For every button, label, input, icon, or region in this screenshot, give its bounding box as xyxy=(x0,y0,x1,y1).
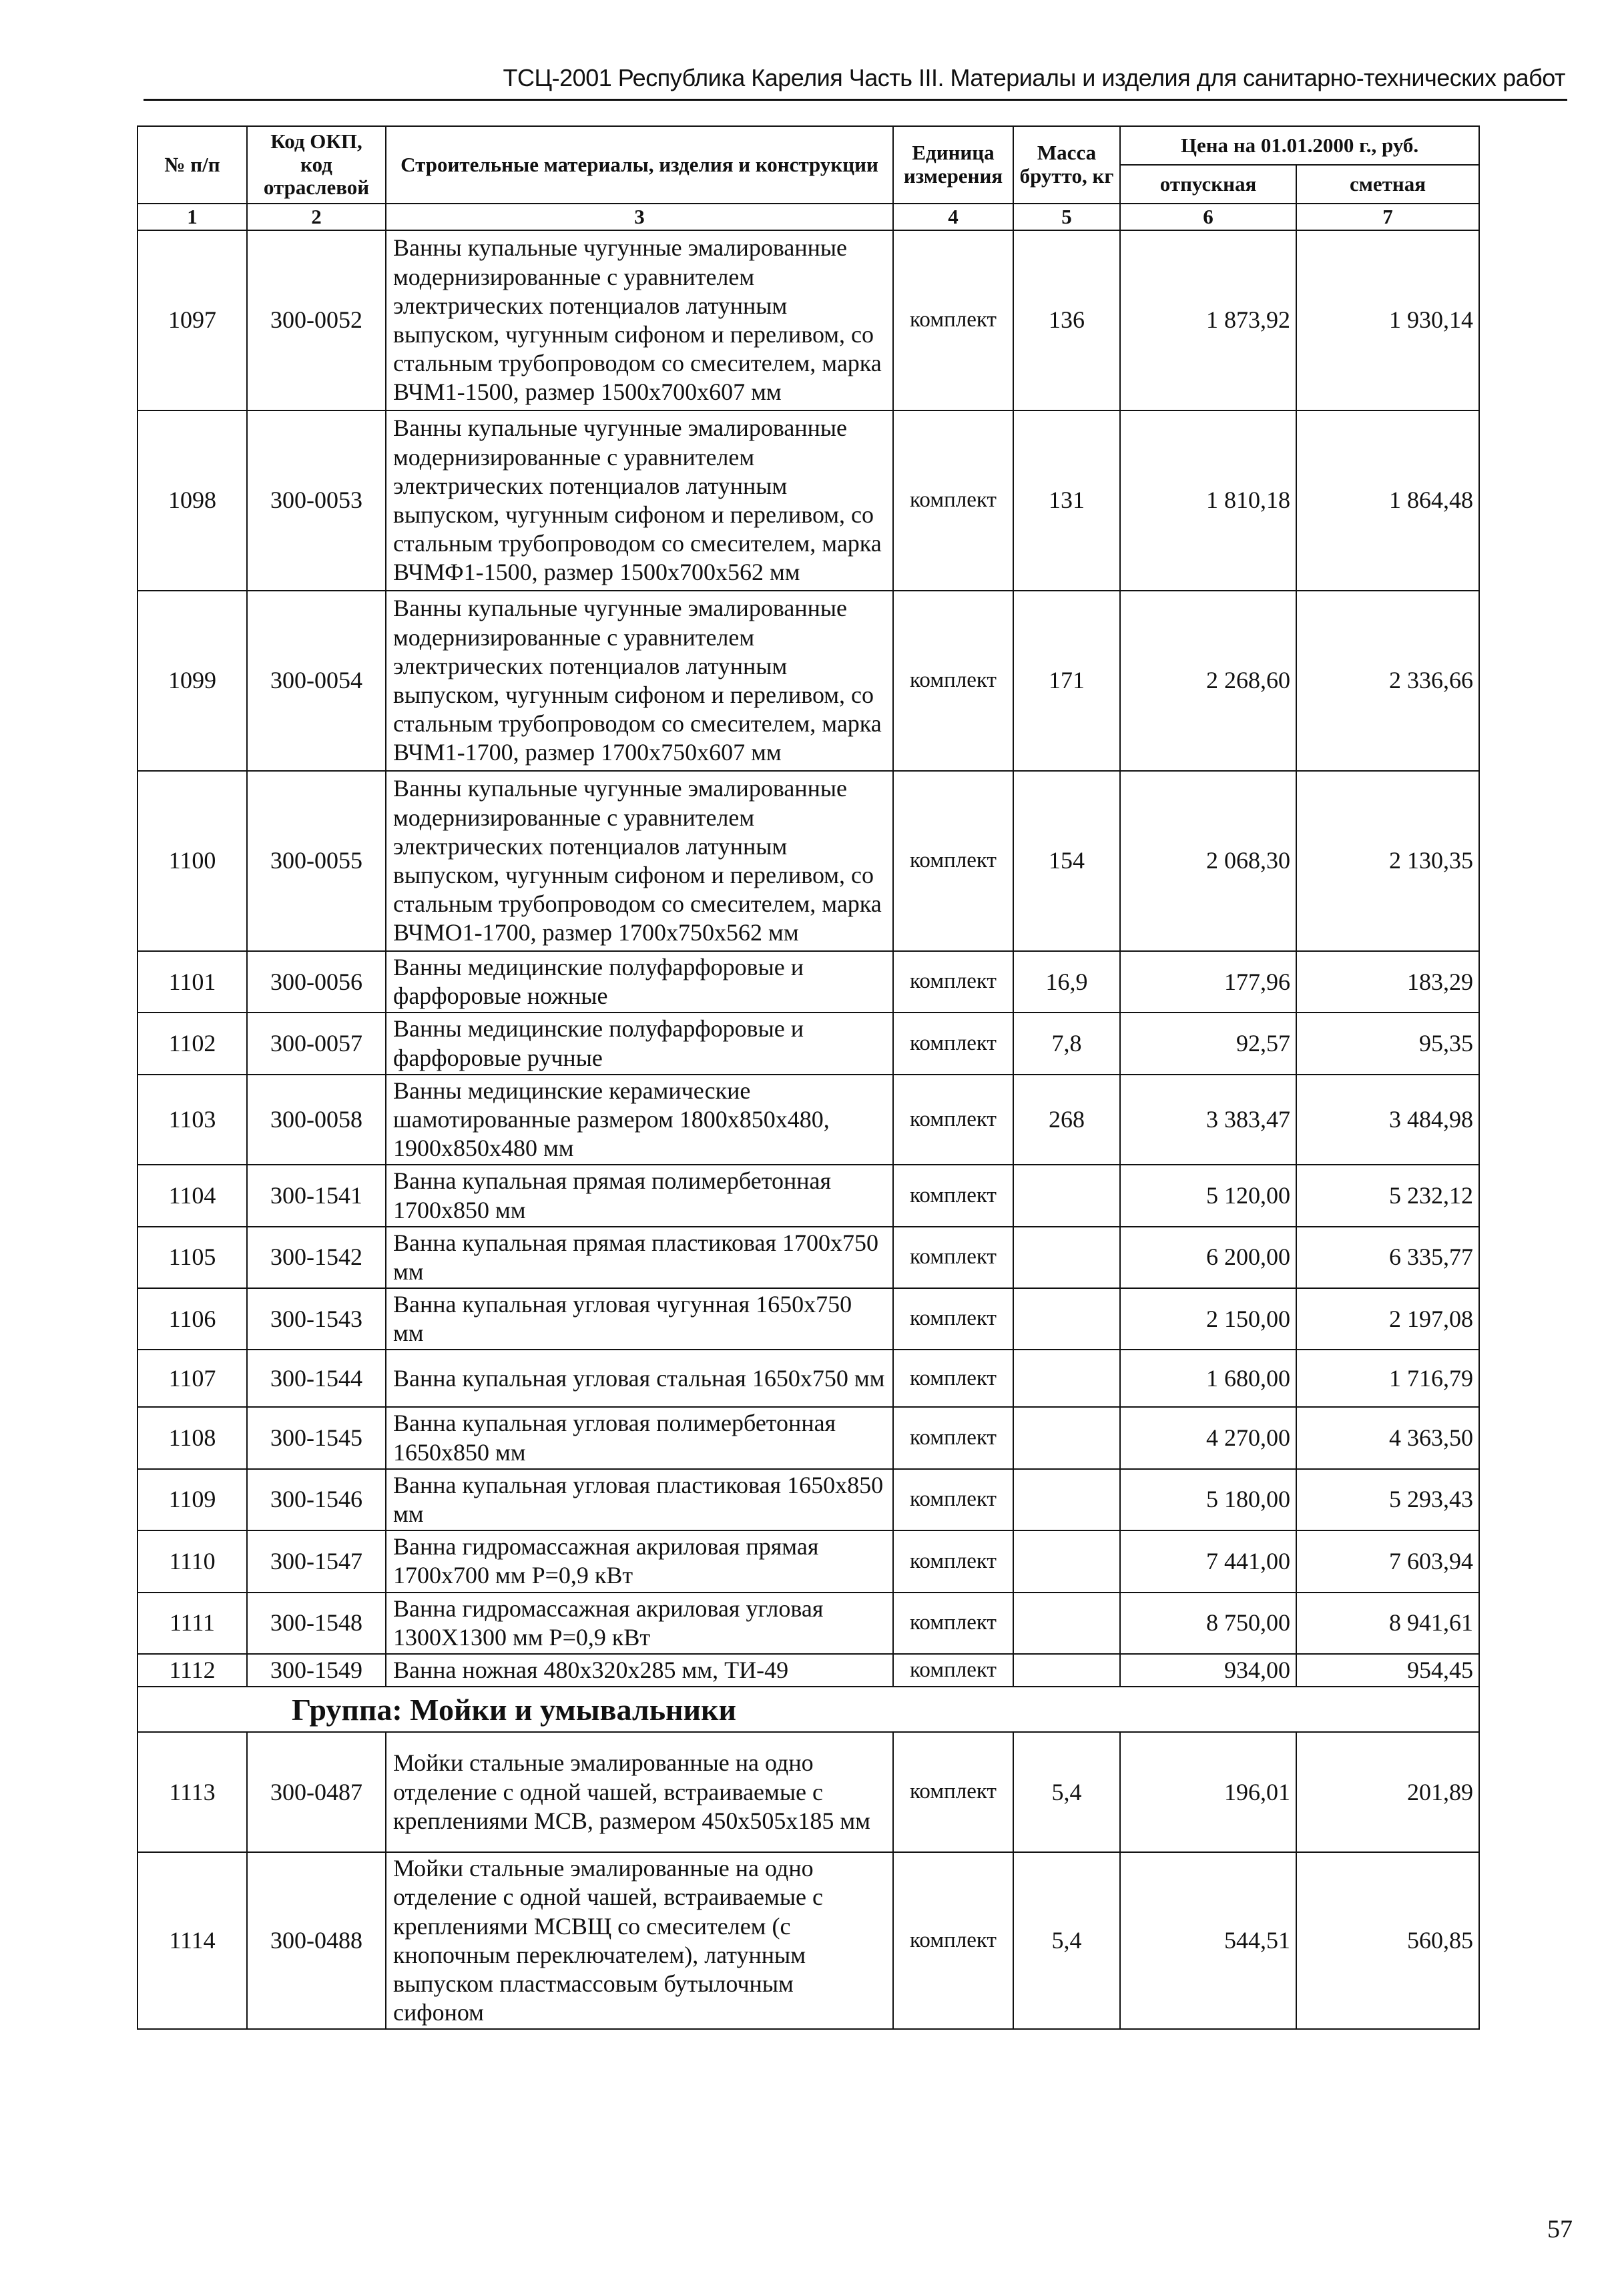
gross-mass xyxy=(1013,1654,1120,1687)
estimate-price: 2 130,35 xyxy=(1296,771,1479,951)
estimate-price: 3 484,98 xyxy=(1296,1075,1479,1165)
table-row xyxy=(138,230,1479,410)
table-row xyxy=(138,1732,1479,1852)
item-description: Ванны купальные чугунные эмалированные модернизированные с уравнителем электрических потенциалов латунным выпуском, чугунным сифоном и переливом, со стальным трубопроводом со смесителем, марка ВЧМ1-1500, размер 1500х700х607 мм xyxy=(386,230,893,410)
unit-of-measure: комплект xyxy=(893,1165,1013,1226)
price-table xyxy=(137,125,1480,2030)
item-description: Ванна купальная угловая чугунная 1650х750 мм xyxy=(386,1288,893,1350)
gross-mass xyxy=(1013,1227,1120,1288)
unit-of-measure: комплект xyxy=(893,410,1013,591)
okp-code: 300-0487 xyxy=(247,1732,386,1852)
row-number: 1106 xyxy=(138,1288,247,1350)
header-code: Код ОКП, код отраслевой xyxy=(247,126,386,204)
estimate-price: 1 930,14 xyxy=(1296,230,1479,410)
release-price: 1 873,92 xyxy=(1120,230,1296,410)
table-row xyxy=(138,591,1479,771)
table-row xyxy=(138,1469,1479,1530)
gross-mass: 268 xyxy=(1013,1075,1120,1165)
unit-of-measure: комплект xyxy=(893,1530,1013,1592)
row-number: 1108 xyxy=(138,1407,247,1468)
item-description: Ванны купальные чугунные эмалированные модернизированные с уравнителем электрических потенциалов латунным выпуском, чугунным сифоном и переливом, со стальным трубопроводом со смесителем, марка ВЧМО1-1700, размер 1700х750х562 мм xyxy=(386,771,893,951)
unit-of-measure: комплект xyxy=(893,771,1013,951)
table-row xyxy=(138,1530,1479,1592)
table-row xyxy=(138,1852,1479,2029)
row-number: 1102 xyxy=(138,1013,247,1074)
estimate-price: 2 197,08 xyxy=(1296,1288,1479,1350)
gross-mass: 171 xyxy=(1013,591,1120,771)
column-number: 5 xyxy=(1013,204,1120,230)
group-title: Группа: Мойки и умывальники xyxy=(138,1687,1479,1732)
estimate-price: 1 716,79 xyxy=(1296,1350,1479,1407)
unit-of-measure: комплект xyxy=(893,1732,1013,1852)
unit-of-measure: комплект xyxy=(893,1407,1013,1468)
row-number: 1114 xyxy=(138,1852,247,2029)
okp-code: 300-1542 xyxy=(247,1227,386,1288)
item-description: Ванна купальная угловая полимербетонная 1650х850 мм xyxy=(386,1407,893,1468)
unit-of-measure: комплект xyxy=(893,230,1013,410)
row-number: 1103 xyxy=(138,1075,247,1165)
estimate-price: 6 335,77 xyxy=(1296,1227,1479,1288)
column-number: 4 xyxy=(893,204,1013,230)
release-price: 5 120,00 xyxy=(1120,1165,1296,1226)
item-description: Ванна купальная прямая пластиковая 1700х750 мм xyxy=(386,1227,893,1288)
release-price: 3 383,47 xyxy=(1120,1075,1296,1165)
column-number: 3 xyxy=(386,204,893,230)
release-price: 1 810,18 xyxy=(1120,410,1296,591)
estimate-price: 4 363,50 xyxy=(1296,1407,1479,1468)
table-row xyxy=(138,1165,1479,1226)
okp-code: 300-0058 xyxy=(247,1075,386,1165)
row-number: 1112 xyxy=(138,1654,247,1687)
estimate-price: 2 336,66 xyxy=(1296,591,1479,771)
row-number: 1111 xyxy=(138,1593,247,1654)
release-price: 196,01 xyxy=(1120,1732,1296,1852)
table-row xyxy=(138,1654,1479,1687)
gross-mass: 5,4 xyxy=(1013,1732,1120,1852)
estimate-price: 7 603,94 xyxy=(1296,1530,1479,1592)
column-number-row xyxy=(138,204,1479,230)
row-number: 1109 xyxy=(138,1469,247,1530)
release-price: 4 270,00 xyxy=(1120,1407,1296,1468)
estimate-price: 8 941,61 xyxy=(1296,1593,1479,1654)
okp-code: 300-1541 xyxy=(247,1165,386,1226)
gross-mass xyxy=(1013,1407,1120,1468)
header-price-estimate: сметная xyxy=(1296,165,1479,204)
column-number: 2 xyxy=(247,204,386,230)
estimate-price: 954,45 xyxy=(1296,1654,1479,1687)
release-price: 2 150,00 xyxy=(1120,1288,1296,1350)
release-price: 1 680,00 xyxy=(1120,1350,1296,1407)
unit-of-measure: комплект xyxy=(893,1013,1013,1074)
release-price: 92,57 xyxy=(1120,1013,1296,1074)
gross-mass xyxy=(1013,1288,1120,1350)
unit-of-measure: комплект xyxy=(893,1852,1013,2029)
table-row xyxy=(138,951,1479,1013)
unit-of-measure: комплект xyxy=(893,1350,1013,1407)
unit-of-measure: комплект xyxy=(893,1288,1013,1350)
row-number: 1099 xyxy=(138,591,247,771)
table-row xyxy=(138,1350,1479,1407)
gross-mass xyxy=(1013,1593,1120,1654)
item-description: Ванны купальные чугунные эмалированные модернизированные с уравнителем электрических потенциалов латунным выпуском, чугунным сифоном и переливом, со стальным трубопроводом со смесителем, марка ВЧМ1-1700, размер 1700х750х607 мм xyxy=(386,591,893,771)
okp-code: 300-1544 xyxy=(247,1350,386,1407)
unit-of-measure: комплект xyxy=(893,1593,1013,1654)
unit-of-measure: комплект xyxy=(893,1227,1013,1288)
row-number: 1097 xyxy=(138,230,247,410)
estimate-price: 95,35 xyxy=(1296,1013,1479,1074)
estimate-price: 5 293,43 xyxy=(1296,1469,1479,1530)
unit-of-measure: комплект xyxy=(893,591,1013,771)
table-row xyxy=(138,410,1479,591)
unit-of-measure: комплект xyxy=(893,1075,1013,1165)
table-row xyxy=(138,1407,1479,1468)
unit-of-measure: комплект xyxy=(893,951,1013,1013)
okp-code: 300-1549 xyxy=(247,1654,386,1687)
table-row xyxy=(138,1075,1479,1165)
okp-code: 300-1548 xyxy=(247,1593,386,1654)
table-row xyxy=(138,1593,1479,1654)
okp-code: 300-0056 xyxy=(247,951,386,1013)
header-price-group: Цена на 01.01.2000 г., руб. xyxy=(1120,126,1479,165)
item-description: Мойки стальные эмалированные на одно отделение с одной чашей, встраиваемые с креплениями МСВ, размером 450х505х185 мм xyxy=(386,1732,893,1852)
okp-code: 300-1546 xyxy=(247,1469,386,1530)
estimate-price: 560,85 xyxy=(1296,1852,1479,2029)
estimate-price: 5 232,12 xyxy=(1296,1165,1479,1226)
okp-code: 300-0053 xyxy=(247,410,386,591)
item-description: Ванна купальная угловая стальная 1650х750 мм xyxy=(386,1350,893,1407)
estimate-price: 201,89 xyxy=(1296,1732,1479,1852)
row-number: 1105 xyxy=(138,1227,247,1288)
okp-code: 300-0055 xyxy=(247,771,386,951)
table-row xyxy=(138,1288,1479,1350)
gross-mass xyxy=(1013,1350,1120,1407)
release-price: 177,96 xyxy=(1120,951,1296,1013)
release-price: 2 068,30 xyxy=(1120,771,1296,951)
gross-mass: 154 xyxy=(1013,771,1120,951)
item-description: Ванны медицинские керамические шамотированные размером 1800х850х480, 1900х850х480 мм xyxy=(386,1075,893,1165)
item-description: Ванна гидромассажная акриловая угловая 1300Х1300 мм Р=0,9 кВт xyxy=(386,1593,893,1654)
estimate-price: 1 864,48 xyxy=(1296,410,1479,591)
okp-code: 300-1547 xyxy=(247,1530,386,1592)
row-number: 1110 xyxy=(138,1530,247,1592)
okp-code: 300-1543 xyxy=(247,1288,386,1350)
column-number: 6 xyxy=(1120,204,1296,230)
column-number: 1 xyxy=(138,204,247,230)
group-body xyxy=(138,1732,1479,2029)
table-body xyxy=(138,230,1479,1687)
table-row xyxy=(138,771,1479,951)
row-number: 1098 xyxy=(138,410,247,591)
header-no: № п/п xyxy=(138,126,247,204)
gross-mass: 7,8 xyxy=(1013,1013,1120,1074)
header-mass: Масса брутто, кг xyxy=(1013,126,1120,204)
gross-mass xyxy=(1013,1530,1120,1592)
okp-code: 300-0488 xyxy=(247,1852,386,2029)
estimate-price: 183,29 xyxy=(1296,951,1479,1013)
header-price-release: отпускная xyxy=(1120,165,1296,204)
gross-mass xyxy=(1013,1469,1120,1530)
item-description: Ванна ножная 480х320х285 мм, ТИ-49 xyxy=(386,1654,893,1687)
release-price: 2 268,60 xyxy=(1120,591,1296,771)
release-price: 8 750,00 xyxy=(1120,1593,1296,1654)
row-number: 1113 xyxy=(138,1732,247,1852)
gross-mass: 16,9 xyxy=(1013,951,1120,1013)
column-number: 7 xyxy=(1296,204,1479,230)
gross-mass xyxy=(1013,1165,1120,1226)
gross-mass: 131 xyxy=(1013,410,1120,591)
okp-code: 300-0054 xyxy=(247,591,386,771)
item-description: Ванна купальная прямая полимербетонная 1700х850 мм xyxy=(386,1165,893,1226)
table-row xyxy=(138,1013,1479,1074)
unit-of-measure: комплект xyxy=(893,1654,1013,1687)
release-price: 5 180,00 xyxy=(1120,1469,1296,1530)
item-description: Мойки стальные эмалированные на одно отделение с одной чашей, встраиваемые с креплениями МСВЩ со смесителем (с кнопочным переключателем), латунным выпуском пластмассовым бутылочным сифоном xyxy=(386,1852,893,2029)
item-description: Ванны медицинские полуфарфоровые и фарфоровые ручные xyxy=(386,1013,893,1074)
release-price: 6 200,00 xyxy=(1120,1227,1296,1288)
okp-code: 300-1545 xyxy=(247,1407,386,1468)
release-price: 7 441,00 xyxy=(1120,1530,1296,1592)
running-head: ТСЦ-2001 Республика Карелия Часть III. Материалы и изделия для санитарно-технических работ xyxy=(503,64,1565,91)
release-price: 544,51 xyxy=(1120,1852,1296,2029)
row-number: 1100 xyxy=(138,771,247,951)
table-row xyxy=(138,1227,1479,1288)
row-number: 1107 xyxy=(138,1350,247,1407)
unit-of-measure: комплект xyxy=(893,1469,1013,1530)
okp-code: 300-0057 xyxy=(247,1013,386,1074)
okp-code: 300-0052 xyxy=(247,230,386,410)
header-unit: Единица измерения xyxy=(893,126,1013,204)
page-number: 57 xyxy=(1547,2215,1573,2243)
item-description: Ванна гидромассажная акриловая прямая 1700х700 мм Р=0,9 кВт xyxy=(386,1530,893,1592)
header-name: Строительные материалы, изделия и конструкции xyxy=(386,126,893,204)
item-description: Ванны медицинские полуфарфоровые и фарфоровые ножные xyxy=(386,951,893,1013)
group-row xyxy=(138,1687,1479,1732)
row-number: 1101 xyxy=(138,951,247,1013)
row-number: 1104 xyxy=(138,1165,247,1226)
gross-mass: 136 xyxy=(1013,230,1120,410)
item-description: Ванны купальные чугунные эмалированные модернизированные с уравнителем электрических потенциалов латунным выпуском, чугунным сифоном и переливом, со стальным трубопроводом со смесителем, марка ВЧМФ1-1500, размер 1500х700х562 мм xyxy=(386,410,893,591)
gross-mass: 5,4 xyxy=(1013,1852,1120,2029)
release-price: 934,00 xyxy=(1120,1654,1296,1687)
header-rule xyxy=(144,99,1567,101)
item-description: Ванна купальная угловая пластиковая 1650х850 мм xyxy=(386,1469,893,1530)
